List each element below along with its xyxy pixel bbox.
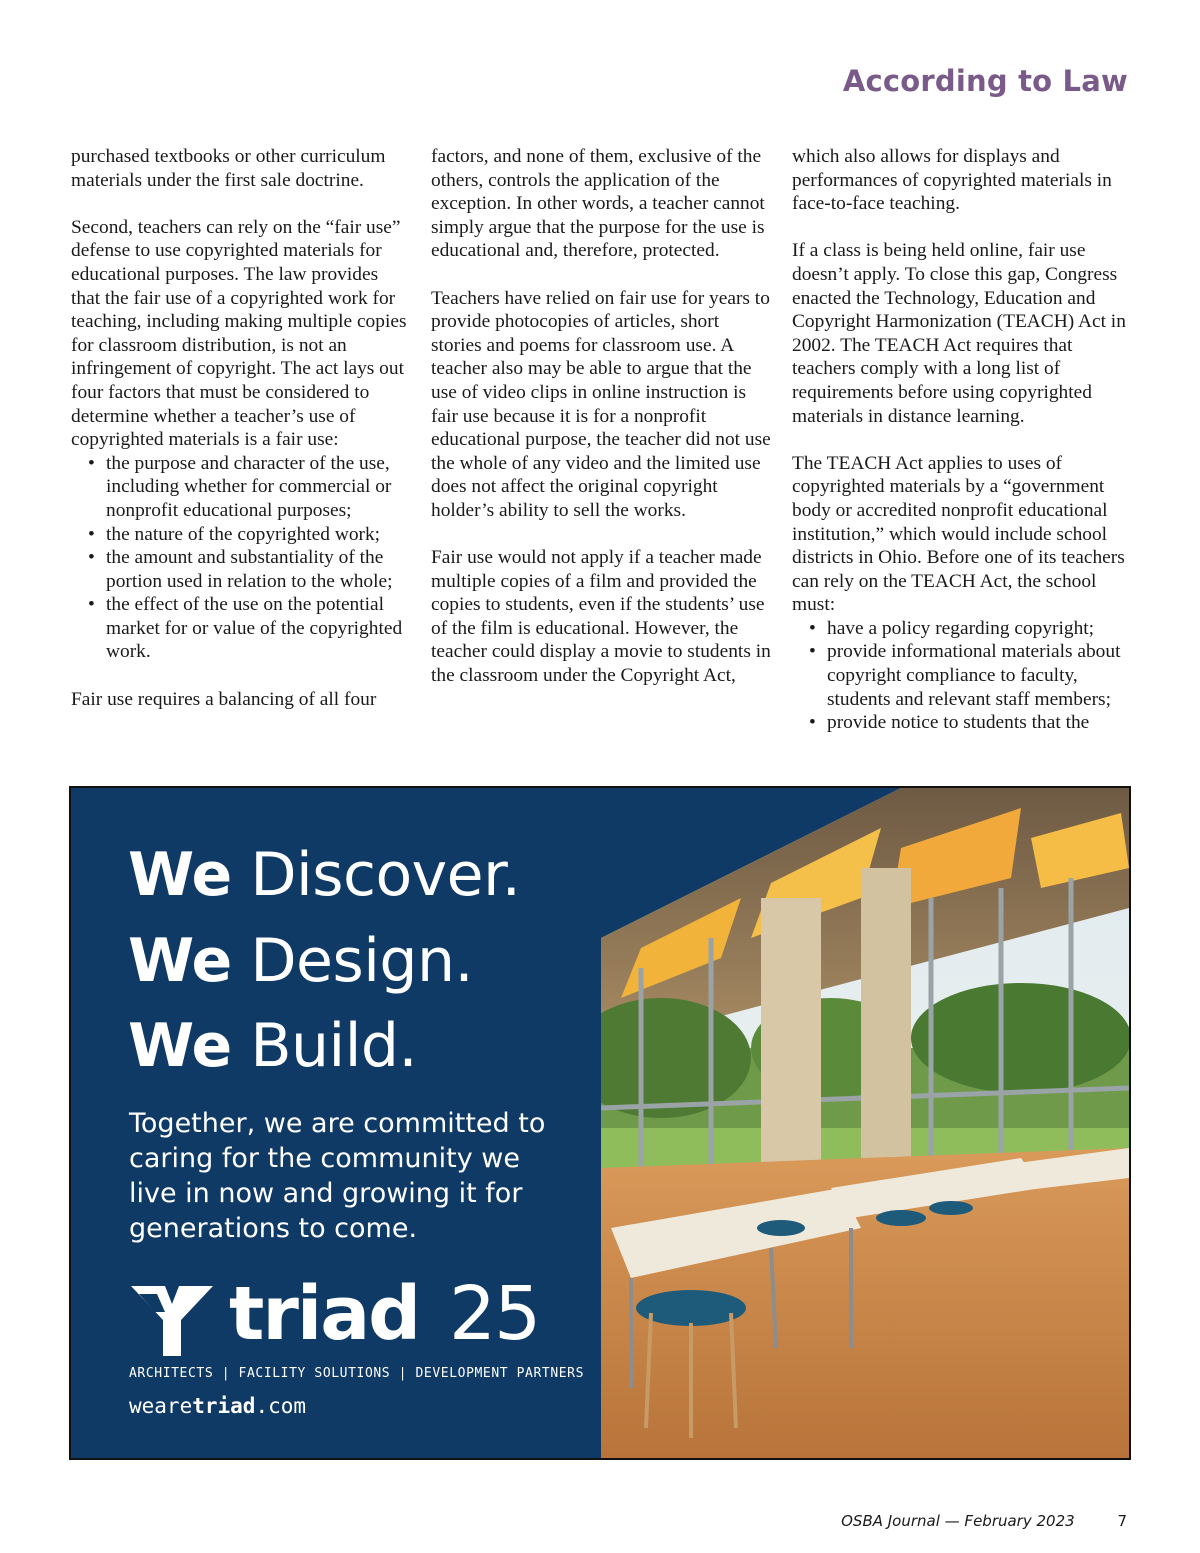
- article-column-2: [431, 145, 771, 688]
- ad-tagline: Together, we are committed to caring for the community we live in now and growing it for generations to come.: [129, 1108, 546, 1244]
- ad-headline-line: We Design.: [128, 926, 474, 996]
- logo-number: 25: [449, 1271, 540, 1357]
- fair-use-factors-list: [71, 452, 411, 664]
- journal-issue: OSBA Journal — February 2023: [841, 1512, 1075, 1530]
- ad-headline-line: We Discover.: [128, 840, 521, 910]
- classroom-photo: [601, 788, 1129, 1458]
- article-column-1: [71, 145, 411, 711]
- page-number: 7: [1117, 1512, 1127, 1530]
- list-item: • provide informational materials about copyright compliance to faculty, students and relevant staff members;: [792, 640, 1132, 711]
- paragraph: factors, and none of them, exclusive of the others, controls the application of the exception. In other words, a teacher cannot simply argue that the purpose for the use is educational and, therefore, protected.: [431, 146, 765, 262]
- paragraph: If a class is being held online, fair use doesn’t apply. To close this gap, Congress enacted the Technology, Education and Copyright Harmonization (TEACH) Act in 2002. The TEACH Act requires that teachers comply with a long list of requirements before using copyrighted materials in distance learning.: [792, 240, 1126, 427]
- list-item: • the nature of the copyrighted work;: [71, 523, 411, 547]
- school-requirements-list: [792, 617, 1132, 735]
- page-footer: [841, 1512, 1127, 1530]
- list-item: • the purpose and character of the use, including whether for commercial or nonprofit educational purposes;: [71, 452, 411, 523]
- paragraph: Fair use requires a balancing of all four: [71, 688, 377, 710]
- paragraph: which also allows for displays and performances of copyrighted materials in face-to-face teaching.: [792, 146, 1112, 215]
- triad-advertisement[interactable]: [69, 786, 1131, 1460]
- paragraph: Second, teachers can rely on the “fair use” defense to use copyrighted materials for educational purposes. The law provides that the fair use of a copyrighted work for teaching, including making multiple copies for classroom distribution, is not an infringement of copyright. The act lays out four factors that must be considered to determine whether a teacher’s use of copyrighted materials is a fair use:: [71, 216, 407, 451]
- list-item: • the amount and substantiality of the portion used in relation to the whole;: [71, 546, 411, 593]
- logo-name: triad: [229, 1271, 420, 1357]
- list-item: • provide notice to students that the: [792, 711, 1132, 735]
- paragraph: The TEACH Act applies to uses of copyrighted materials by a “government body or accredited nonprofit educational institution,” which would include school districts in Ohio. Before one of its teachers can rely on the TEACH Act, the school must:: [792, 452, 1125, 616]
- section-title: According to Law: [842, 64, 1128, 98]
- paragraph: purchased textbooks or other curriculum materials under the first sale doctrine.: [71, 146, 386, 191]
- paragraph: Fair use would not apply if a teacher made multiple copies of a film and provided the copies to students, even if the students’ use of the film is educational. However, the teacher could display a movie to students in the classroom under the Copyright Act,: [431, 547, 771, 687]
- list-item: • the effect of the use on the potential market for or value of the copyrighted work.: [71, 593, 411, 664]
- ad-headline-line: We Build.: [128, 1011, 418, 1081]
- ad-website-link[interactable]: wearetriad.com: [129, 1394, 307, 1418]
- triad-logo-mark-icon: [131, 1286, 213, 1356]
- ad-services: ARCHITECTS | FACILITY SOLUTIONS | DEVELOPMENT PARTNERS: [129, 1366, 585, 1381]
- article-column-3: [792, 145, 1132, 735]
- paragraph: Teachers have relied on fair use for years to provide photocopies of articles, short stories and poems for classroom use. A teacher also may be able to argue that the use of video clips in online instruction is fair use because it is for a nonprofit educational purpose, the teacher did not use the whole of any video and the limited use does not affect the original copyright holder’s ability to sell the works.: [431, 287, 771, 521]
- list-item: • have a policy regarding copyright;: [792, 617, 1132, 641]
